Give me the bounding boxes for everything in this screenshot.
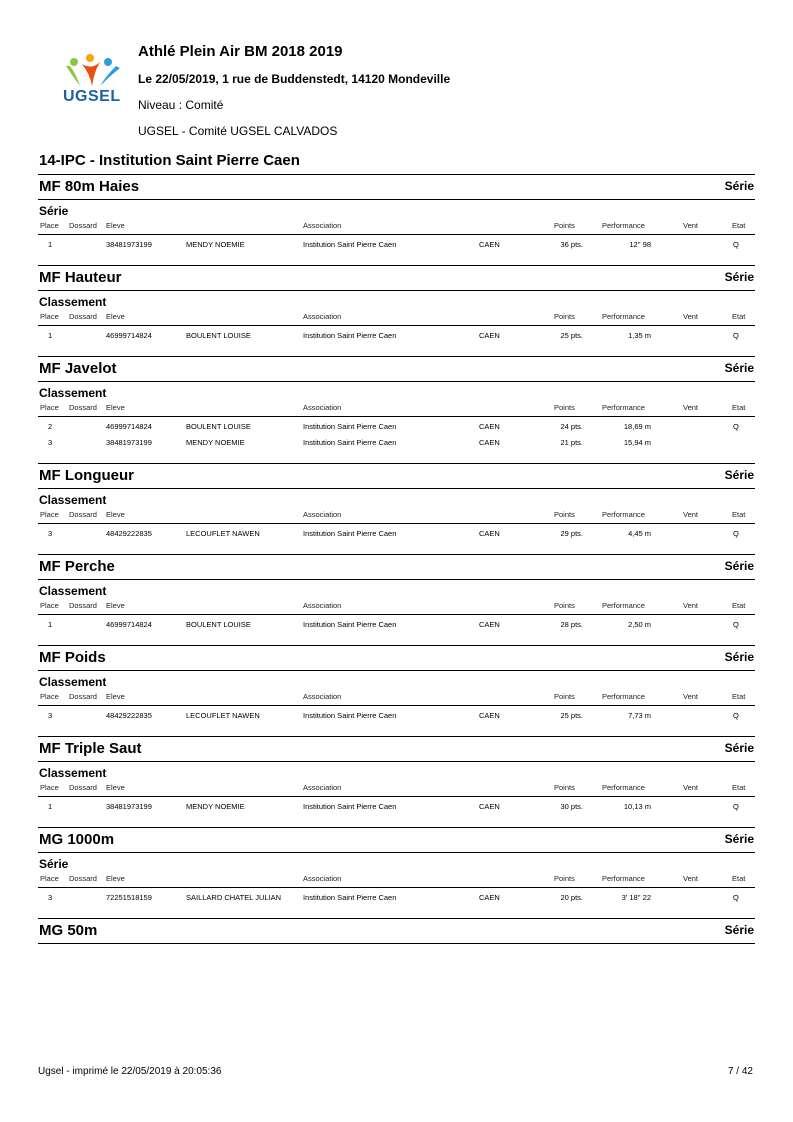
cell-place: 1 [48,620,53,629]
col-points-header: Points [554,601,575,610]
col-etat-header: Etat [732,312,746,321]
event-section [38,265,755,356]
cell-etat: Q [733,893,739,902]
col-points-header: Points [554,874,575,883]
col-performance-header: Performance [602,221,645,230]
event-spacer [38,817,755,827]
cell-points: 36 pts. [560,240,583,249]
cell-performance: 3' 18'' 22 [621,893,651,902]
cell-athlete-name: BOULENT LOUISE [186,422,251,431]
col-place-header: Place [40,874,59,883]
col-points-header: Points [554,312,575,321]
event-title: MF Javelot [39,360,117,377]
cell-place: 3 [48,711,53,720]
cell-association: Institution Saint Pierre Caen [303,529,397,538]
round-label: Classement [39,675,107,689]
result-rows [38,235,755,255]
event-spacer [38,635,755,645]
col-points-header: Points [554,510,575,519]
column-header-row [38,600,755,615]
cell-athlete-name: LECOUFLET NAWEN [186,529,260,538]
event-section [38,554,755,645]
event-header [38,463,755,489]
event-type: Série [724,179,754,193]
cell-city: CAEN [479,802,500,811]
cell-association: Institution Saint Pierre Caen [303,438,397,447]
event-spacer [38,346,755,356]
cell-association: Institution Saint Pierre Caen [303,802,397,811]
event-header [38,265,755,291]
round-label: Classement [39,584,107,598]
event-section [38,736,755,827]
round-label: Classement [39,493,107,507]
col-etat-header: Etat [732,783,746,792]
cell-dossard: 46999714824 [106,331,152,340]
column-header-row [38,782,755,797]
col-eleve-header: Eleve [106,601,125,610]
event-type: Série [724,923,754,937]
event-spacer [38,453,755,463]
result-row [38,801,755,817]
cell-performance: 4,45 m [628,529,651,538]
cell-place: 2 [48,422,53,431]
cell-city: CAEN [479,529,500,538]
cell-performance: 10,13 m [623,802,651,811]
col-points-header: Points [554,692,575,701]
meet-level: Niveau : Comité [138,98,224,112]
event-spacer [38,255,755,265]
col-etat-header: Etat [732,403,746,412]
column-header-row [38,311,755,326]
col-etat-header: Etat [732,692,746,701]
cell-athlete-name: BOULENT LOUISE [186,620,251,629]
cell-etat: Q [733,331,739,340]
column-header-row [38,873,755,888]
cell-points: 21 pts. [560,438,583,447]
event-title: MF Triple Saut [39,740,142,757]
footer-print-date: Ugsel - imprimé le 22/05/2019 à 20:05:36 [38,1066,222,1077]
cell-points: 20 pts. [560,893,583,902]
col-place-header: Place [40,403,59,412]
cell-points: 30 pts. [560,802,583,811]
result-rows [38,326,755,346]
event-section [38,463,755,554]
cell-dossard: 72251518159 [106,893,152,902]
col-performance-header: Performance [602,692,645,701]
event-header [38,827,755,853]
result-row [38,421,755,437]
meet-title: Athlé Plein Air BM 2018 2019 [138,43,343,60]
cell-city: CAEN [479,893,500,902]
col-points-header: Points [554,783,575,792]
event-header [38,174,755,200]
result-row [38,892,755,908]
col-etat-header: Etat [732,221,746,230]
event-title: MF Poids [39,649,106,666]
col-performance-header: Performance [602,510,645,519]
event-header [38,645,755,671]
cell-etat: Q [733,240,739,249]
cell-city: CAEN [479,331,500,340]
logo-text: UGSEL [63,88,121,105]
col-performance-header: Performance [602,783,645,792]
col-performance-header: Performance [602,601,645,610]
col-dossard-header: Dossard [69,403,97,412]
cell-association: Institution Saint Pierre Caen [303,893,397,902]
cell-association: Institution Saint Pierre Caen [303,711,397,720]
cell-performance: 1,35 m [628,331,651,340]
result-rows [38,615,755,635]
col-performance-header: Performance [602,312,645,321]
event-title: MG 50m [39,922,98,939]
cell-association: Institution Saint Pierre Caen [303,620,397,629]
col-vent-header: Vent [683,403,699,412]
col-association-header: Association [303,874,342,883]
event-section [38,645,755,736]
meet-organization: UGSEL - Comité UGSEL CALVADOS [138,124,338,138]
event-type: Série [724,468,754,482]
col-etat-header: Etat [732,874,746,883]
col-association-header: Association [303,692,342,701]
column-header-row [38,402,755,417]
footer-page-number: 7 / 42 [727,1066,753,1077]
col-performance-header: Performance [602,403,645,412]
cell-association: Institution Saint Pierre Caen [303,240,397,249]
event-type: Série [724,741,754,755]
col-eleve-header: Eleve [106,312,125,321]
cell-points: 24 pts. [560,422,583,431]
col-dossard-header: Dossard [69,874,97,883]
round-label: Série [39,204,69,218]
event-spacer [38,544,755,554]
col-association-header: Association [303,510,342,519]
cell-athlete-name: MENDY NOEMIE [186,802,245,811]
col-eleve-header: Eleve [106,692,125,701]
cell-etat: Q [733,620,739,629]
round-label: Série [39,857,69,871]
result-rows [38,524,755,544]
result-rows [38,706,755,726]
col-eleve-header: Eleve [106,403,125,412]
col-association-header: Association [303,783,342,792]
event-type: Série [724,832,754,846]
col-association-header: Association [303,312,342,321]
cell-points: 28 pts. [560,620,583,629]
event-title: MG 1000m [39,831,115,848]
institution-title: 14-IPC - Institution Saint Pierre Caen [39,152,300,169]
cell-points: 29 pts. [560,529,583,538]
col-place-header: Place [40,312,59,321]
col-vent-header: Vent [683,510,699,519]
result-rows [38,888,755,908]
result-row [38,619,755,635]
round-label: Classement [39,295,107,309]
cell-performance: 15,94 m [623,438,651,447]
cell-dossard: 38481973199 [106,240,152,249]
col-vent-header: Vent [683,601,699,610]
col-association-header: Association [303,601,342,610]
cell-dossard: 38481973199 [106,802,152,811]
cell-place: 3 [48,893,53,902]
cell-performance: 7,73 m [628,711,651,720]
col-eleve-header: Eleve [106,221,125,230]
cell-dossard: 48429222835 [106,711,152,720]
cell-etat: Q [733,422,739,431]
meet-date-location: Le 22/05/2019, 1 rue de Buddenstedt, 14120 Mondeville [138,72,451,86]
cell-etat: Q [733,529,739,538]
col-etat-header: Etat [732,601,746,610]
col-place-header: Place [40,783,59,792]
cell-dossard: 46999714824 [106,620,152,629]
col-dossard-header: Dossard [69,601,97,610]
event-type: Série [724,361,754,375]
col-place-header: Place [40,692,59,701]
round-label: Classement [39,766,107,780]
result-row [38,710,755,726]
results-list [38,174,755,944]
cell-city: CAEN [479,620,500,629]
col-vent-header: Vent [683,874,699,883]
event-title: MF 80m Haies [39,178,140,195]
col-vent-header: Vent [683,692,699,701]
result-row [38,239,755,255]
col-dossard-header: Dossard [69,510,97,519]
cell-place: 1 [48,802,53,811]
cell-athlete-name: LECOUFLET NAWEN [186,711,260,720]
cell-performance: 2,50 m [628,620,651,629]
page-header [0,0,793,150]
result-rows [38,417,755,453]
cell-points: 25 pts. [560,331,583,340]
cell-place: 1 [48,240,53,249]
cell-city: CAEN [479,240,500,249]
event-section [38,827,755,918]
event-type: Série [724,559,754,573]
cell-dossard: 46999714824 [106,422,152,431]
col-association-header: Association [303,403,342,412]
cell-athlete-name: MENDY NOEMIE [186,438,245,447]
cell-association: Institution Saint Pierre Caen [303,331,397,340]
cell-place: 1 [48,331,53,340]
cell-performance: 12'' 98 [629,240,651,249]
col-dossard-header: Dossard [69,692,97,701]
column-header-row [38,220,755,235]
col-eleve-header: Eleve [106,783,125,792]
cell-dossard: 48429222835 [106,529,152,538]
col-vent-header: Vent [683,312,699,321]
col-vent-header: Vent [683,783,699,792]
col-performance-header: Performance [602,874,645,883]
event-section [38,356,755,463]
cell-city: CAEN [479,438,500,447]
event-header [38,554,755,580]
cell-etat: Q [733,802,739,811]
event-title: MF Perche [39,558,115,575]
cell-city: CAEN [479,711,500,720]
result-row [38,330,755,346]
col-etat-header: Etat [732,510,746,519]
cell-place: 3 [48,438,53,447]
col-dossard-header: Dossard [69,783,97,792]
col-points-header: Points [554,221,575,230]
col-place-header: Place [40,221,59,230]
result-row [38,437,755,453]
event-title: MF Hauteur [39,269,122,286]
event-spacer [38,908,755,918]
cell-athlete-name: SAILLARD CHATEL JULIAN [186,893,282,902]
result-row [38,528,755,544]
cell-points: 25 pts. [560,711,583,720]
event-header [38,918,755,944]
col-association-header: Association [303,221,342,230]
cell-etat: Q [733,711,739,720]
event-title: MF Longueur [39,467,134,484]
event-type: Série [724,270,754,284]
event-type: Série [724,650,754,664]
col-eleve-header: Eleve [106,510,125,519]
event-spacer [38,726,755,736]
event-header [38,736,755,762]
cell-athlete-name: BOULENT LOUISE [186,331,251,340]
col-vent-header: Vent [683,221,699,230]
col-dossard-header: Dossard [69,312,97,321]
event-section [38,918,755,944]
col-points-header: Points [554,403,575,412]
result-rows [38,797,755,817]
cell-association: Institution Saint Pierre Caen [303,422,397,431]
cell-athlete-name: MENDY NOEMIE [186,240,245,249]
column-header-row [38,691,755,706]
cell-dossard: 38481973199 [106,438,152,447]
col-place-header: Place [40,601,59,610]
event-section [38,174,755,265]
col-eleve-header: Eleve [106,874,125,883]
round-label: Classement [39,386,107,400]
cell-performance: 18,69 m [623,422,651,431]
column-header-row [38,509,755,524]
event-header [38,356,755,382]
col-place-header: Place [40,510,59,519]
cell-place: 3 [48,529,53,538]
col-dossard-header: Dossard [69,221,97,230]
cell-city: CAEN [479,422,500,431]
